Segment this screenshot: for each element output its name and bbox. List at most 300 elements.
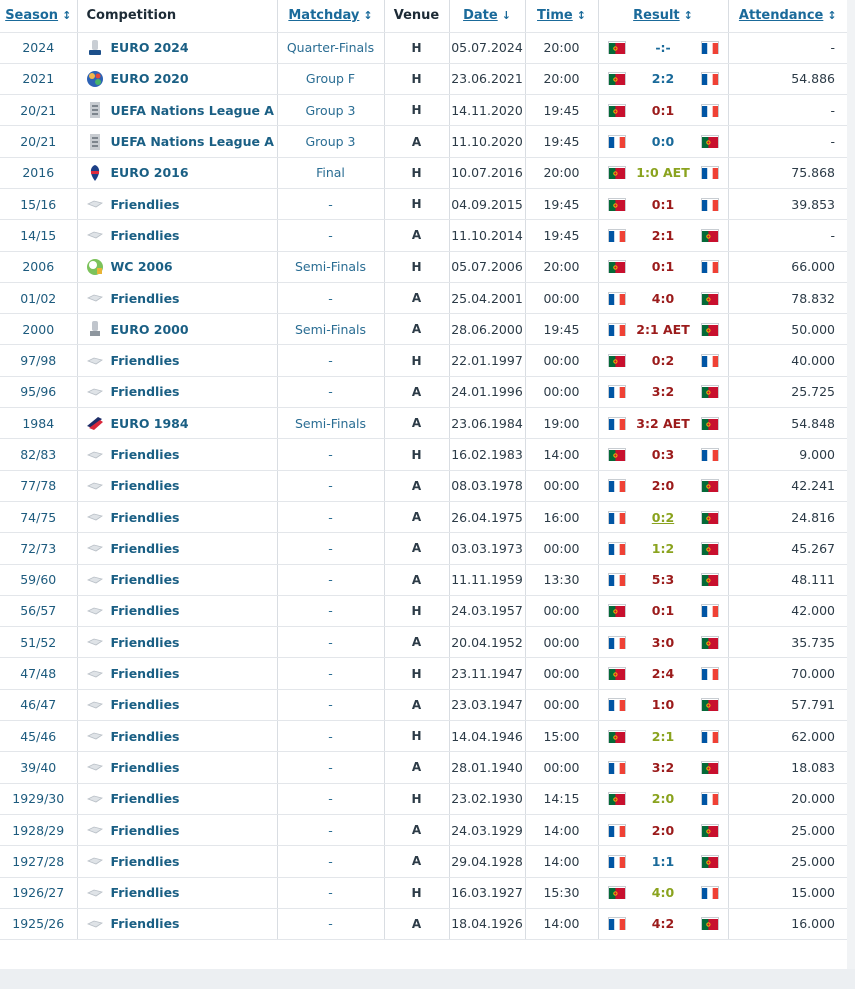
result-cell[interactable] xyxy=(598,282,728,313)
competition-cell[interactable] xyxy=(77,501,277,532)
attendance-cell: 16.000 xyxy=(728,908,847,939)
season-link[interactable]: 01/02 xyxy=(0,282,77,313)
table-row[interactable] xyxy=(0,188,847,219)
competition-cell[interactable] xyxy=(77,470,277,501)
time-cell: 13:30 xyxy=(525,564,598,595)
venue-cell: H xyxy=(384,251,449,282)
france-flag-icon xyxy=(609,918,625,929)
season-link[interactable]: 2006 xyxy=(0,251,77,282)
result-cell[interactable] xyxy=(598,627,728,658)
attendance-cell: 66.000 xyxy=(728,251,847,282)
result-cell[interactable] xyxy=(598,188,728,219)
table-row[interactable] xyxy=(0,376,847,407)
match-score-link[interactable]: 0:3 xyxy=(651,447,675,462)
competition-cell[interactable] xyxy=(77,814,277,845)
time-cell: 00:00 xyxy=(525,752,598,783)
result-cell[interactable] xyxy=(598,814,728,845)
header-result-label: Result xyxy=(633,8,680,24)
season-link[interactable]: 39/40 xyxy=(0,752,77,783)
portugal-flag-icon xyxy=(702,512,718,523)
match-score-link[interactable]: 0:2 xyxy=(651,509,675,525)
matchday-cell: - xyxy=(277,721,384,752)
result-cell[interactable] xyxy=(598,564,728,595)
portugal-flag-icon xyxy=(609,605,625,616)
portugal-flag-icon xyxy=(702,825,718,836)
result-cell[interactable] xyxy=(598,126,728,157)
competition-link[interactable]: WC 2006 xyxy=(110,259,173,275)
matchday-cell[interactable]: Quarter-Finals xyxy=(277,32,384,63)
competition-link[interactable]: UEFA Nations League A xyxy=(110,134,274,150)
season-link[interactable]: 46/47 xyxy=(0,689,77,720)
competition-cell[interactable] xyxy=(77,658,277,689)
competition-cell[interactable] xyxy=(77,877,277,908)
competition-link[interactable]: Friendlies xyxy=(110,509,180,525)
match-score-link[interactable]: -:- xyxy=(655,40,671,56)
result-cell[interactable] xyxy=(598,908,728,939)
result-cell[interactable] xyxy=(598,846,728,877)
france-flag-icon xyxy=(609,574,625,585)
attendance-cell: 42.241 xyxy=(728,470,847,501)
table-row[interactable] xyxy=(0,846,847,877)
matchday-cell: - xyxy=(277,814,384,845)
match-score-link[interactable]: 5:3 xyxy=(651,572,675,588)
friendlies-logo-icon xyxy=(86,727,104,745)
competition-cell[interactable] xyxy=(77,439,277,470)
attendance-cell: - xyxy=(728,95,847,126)
header-competition xyxy=(77,0,277,32)
matchday-cell: - xyxy=(277,752,384,783)
header-season[interactable] xyxy=(0,0,77,32)
competition-cell[interactable] xyxy=(77,564,277,595)
matchday-cell[interactable]: Semi-Finals xyxy=(277,408,384,439)
venue-cell: A xyxy=(384,126,449,157)
header-time[interactable] xyxy=(525,0,598,32)
venue-cell: A xyxy=(384,689,449,720)
venue-cell: A xyxy=(384,470,449,501)
time-cell: 19:45 xyxy=(525,220,598,251)
table-row[interactable] xyxy=(0,220,847,251)
portugal-flag-icon xyxy=(609,355,625,366)
competition-link[interactable]: Friendlies xyxy=(110,634,180,650)
nations-league-logo-icon xyxy=(86,133,104,151)
matchday-cell[interactable]: Final xyxy=(277,157,384,188)
venue-cell: H xyxy=(384,658,449,689)
match-score-link[interactable]: 2:2 xyxy=(651,71,675,87)
competition-link[interactable]: EURO 1984 xyxy=(110,415,189,431)
match-score-link[interactable]: 0:1 xyxy=(651,259,675,275)
competition-link[interactable]: Friendlies xyxy=(110,666,180,682)
matchday-cell: - xyxy=(277,470,384,501)
time-cell: 20:00 xyxy=(525,157,598,188)
table-body xyxy=(0,32,847,940)
competition-link[interactable]: Friendlies xyxy=(110,227,180,243)
table-row[interactable] xyxy=(0,564,847,595)
matchday-cell[interactable]: Semi-Finals xyxy=(277,251,384,282)
france-flag-icon xyxy=(609,324,625,335)
matchday-cell: - xyxy=(277,783,384,814)
competition-link[interactable]: Friendlies xyxy=(110,572,180,588)
venue-cell: A xyxy=(384,408,449,439)
match-score-link[interactable]: 2:0 xyxy=(651,791,675,807)
competition-cell[interactable] xyxy=(77,188,277,219)
competition-link[interactable]: Friendlies xyxy=(110,353,180,369)
season-link[interactable]: 82/83 xyxy=(0,439,77,470)
header-time-label: Time xyxy=(537,8,573,24)
venue-cell: H xyxy=(384,188,449,219)
france-flag-icon xyxy=(702,793,718,804)
header-attendance[interactable] xyxy=(728,0,847,32)
france-flag-icon xyxy=(609,230,625,241)
competition-link[interactable]: Friendlies xyxy=(110,885,180,901)
attendance-cell: 75.868 xyxy=(728,157,847,188)
match-score-link[interactable]: 0:1 xyxy=(651,196,675,212)
attendance-cell: - xyxy=(728,220,847,251)
date-cell: 25.04.2001 xyxy=(449,282,525,313)
matchday-cell: - xyxy=(277,220,384,251)
table-row[interactable] xyxy=(0,439,847,470)
table-row[interactable] xyxy=(0,752,847,783)
competition-cell[interactable] xyxy=(77,157,277,188)
table-row[interactable] xyxy=(0,126,847,157)
season-link[interactable]: 95/96 xyxy=(0,376,77,407)
result-cell[interactable] xyxy=(598,408,728,439)
result-cell[interactable] xyxy=(598,157,728,188)
competition-link[interactable]: Friendlies xyxy=(110,290,180,306)
competition-cell[interactable] xyxy=(77,32,277,63)
result-cell[interactable] xyxy=(598,595,728,626)
france-flag-icon xyxy=(702,261,718,272)
competition-cell[interactable] xyxy=(77,408,277,439)
table-header-row xyxy=(0,0,847,32)
competition-cell[interactable] xyxy=(77,251,277,282)
matchday-cell[interactable]: Group F xyxy=(277,63,384,94)
table-row[interactable] xyxy=(0,470,847,501)
result-cell[interactable] xyxy=(598,314,728,345)
portugal-flag-icon xyxy=(609,105,625,116)
match-score-link[interactable]: 1:0 AET xyxy=(636,165,690,181)
table-row[interactable] xyxy=(0,908,847,939)
attendance-cell: 70.000 xyxy=(728,658,847,689)
date-cell: 24.03.1929 xyxy=(449,814,525,845)
competition-link[interactable]: Friendlies xyxy=(110,478,180,494)
table-row[interactable] xyxy=(0,721,847,752)
vertical-scrollbar[interactable] xyxy=(847,0,855,989)
competition-cell[interactable] xyxy=(77,908,277,939)
match-score-link[interactable]: 2:1 xyxy=(651,227,675,243)
result-cell[interactable] xyxy=(598,95,728,126)
matchday-cell[interactable]: Semi-Finals xyxy=(277,314,384,345)
season-link[interactable]: 2000 xyxy=(0,314,77,345)
result-cell[interactable] xyxy=(598,251,728,282)
friendlies-logo-icon xyxy=(86,383,104,401)
sort-desc-icon: ↓ xyxy=(501,9,511,23)
venue-cell: H xyxy=(384,32,449,63)
competition-cell[interactable] xyxy=(77,126,277,157)
friendlies-logo-icon xyxy=(86,821,104,839)
season-link[interactable]: 51/52 xyxy=(0,627,77,658)
match-score-link[interactable]: 4:2 xyxy=(651,916,675,932)
competition-link[interactable]: EURO 2000 xyxy=(110,321,189,337)
result-cell[interactable] xyxy=(598,533,728,564)
match-score-link[interactable]: 3:2 xyxy=(651,384,675,400)
competition-cell[interactable] xyxy=(77,314,277,345)
competition-link[interactable]: UEFA Nations League A xyxy=(110,102,274,118)
season-link[interactable]: 1984 xyxy=(0,408,77,439)
competition-cell[interactable] xyxy=(77,95,277,126)
matchday-cell: - xyxy=(277,658,384,689)
table-row[interactable] xyxy=(0,32,847,63)
result-cell[interactable] xyxy=(598,658,728,689)
competition-link[interactable]: EURO 2016 xyxy=(110,165,189,181)
competition-cell[interactable] xyxy=(77,783,277,814)
result-cell[interactable] xyxy=(598,32,728,63)
result-cell[interactable] xyxy=(598,689,728,720)
sort-icon: ↕ xyxy=(576,9,586,23)
match-score-link[interactable]: 2:1 xyxy=(651,728,675,744)
season-link[interactable]: 45/46 xyxy=(0,721,77,752)
table-row[interactable] xyxy=(0,658,847,689)
match-score-link[interactable]: 3:2 xyxy=(651,759,675,775)
match-score-link[interactable]: 0:1 xyxy=(651,102,675,118)
competition-cell[interactable] xyxy=(77,282,277,313)
attendance-cell: - xyxy=(728,126,847,157)
date-cell: 23.03.1947 xyxy=(449,689,525,720)
venue-cell: H xyxy=(384,345,449,376)
venue-cell: H xyxy=(384,877,449,908)
competition-link[interactable]: Friendlies xyxy=(110,791,180,807)
result-cell[interactable] xyxy=(598,376,728,407)
table-row[interactable] xyxy=(0,157,847,188)
match-score-link[interactable]: 1:0 xyxy=(651,697,675,713)
matchday-cell: - xyxy=(277,376,384,407)
date-cell: 29.04.1928 xyxy=(449,846,525,877)
date-cell: 23.06.2021 xyxy=(449,63,525,94)
euro-2024-logo-icon xyxy=(86,39,104,57)
portugal-flag-icon xyxy=(609,887,625,898)
portugal-flag-icon xyxy=(609,199,625,210)
competition-link[interactable]: Friendlies xyxy=(110,759,180,775)
venue-cell: A xyxy=(384,908,449,939)
season-link[interactable]: 2021 xyxy=(0,63,77,94)
table-row[interactable] xyxy=(0,877,847,908)
competition-cell[interactable] xyxy=(77,345,277,376)
portugal-flag-icon xyxy=(609,167,625,178)
result-cell[interactable] xyxy=(598,501,728,532)
table-row[interactable] xyxy=(0,533,847,564)
time-cell: 20:00 xyxy=(525,32,598,63)
competition-link[interactable]: Friendlies xyxy=(110,196,180,212)
header-result[interactable] xyxy=(598,0,728,32)
competition-link[interactable]: Friendlies xyxy=(110,384,180,400)
time-cell: 20:00 xyxy=(525,63,598,94)
result-cell[interactable] xyxy=(598,721,728,752)
attendance-cell: 25.725 xyxy=(728,376,847,407)
date-cell: 03.03.1973 xyxy=(449,533,525,564)
season-link[interactable]: 15/16 xyxy=(0,188,77,219)
season-link[interactable]: 1928/29 xyxy=(0,814,77,845)
match-score-link[interactable]: 2:1 AET xyxy=(636,321,690,337)
competition-cell[interactable] xyxy=(77,721,277,752)
season-link[interactable]: 47/48 xyxy=(0,658,77,689)
match-score-link[interactable]: 0:2 xyxy=(651,353,675,369)
match-score-link[interactable]: 2:0 xyxy=(651,822,675,838)
time-cell: 00:00 xyxy=(525,470,598,501)
season-link[interactable]: 56/57 xyxy=(0,595,77,626)
portugal-flag-icon xyxy=(702,418,718,429)
portugal-flag-icon xyxy=(609,793,625,804)
table-row[interactable] xyxy=(0,95,847,126)
competition-link[interactable]: Friendlies xyxy=(110,447,180,462)
season-link[interactable]: 74/75 xyxy=(0,501,77,532)
time-cell: 14:15 xyxy=(525,783,598,814)
season-link[interactable]: 59/60 xyxy=(0,564,77,595)
date-cell: 23.06.1984 xyxy=(449,408,525,439)
result-cell[interactable] xyxy=(598,63,728,94)
friendlies-logo-icon xyxy=(86,915,104,933)
competition-cell[interactable] xyxy=(77,627,277,658)
season-link[interactable]: 77/78 xyxy=(0,470,77,501)
table-row[interactable] xyxy=(0,501,847,532)
result-cell[interactable] xyxy=(598,877,728,908)
result-cell[interactable] xyxy=(598,345,728,376)
competition-cell[interactable] xyxy=(77,595,277,626)
season-link[interactable]: 20/21 xyxy=(0,126,77,157)
competition-cell[interactable] xyxy=(77,533,277,564)
season-link[interactable]: 2016 xyxy=(0,157,77,188)
time-cell: 19:45 xyxy=(525,126,598,157)
france-flag-icon xyxy=(702,887,718,898)
table-row[interactable] xyxy=(0,345,847,376)
portugal-flag-icon xyxy=(702,386,718,397)
matchday-cell: - xyxy=(277,439,384,470)
date-cell: 05.07.2024 xyxy=(449,32,525,63)
time-cell: 19:00 xyxy=(525,408,598,439)
season-link[interactable]: 1929/30 xyxy=(0,783,77,814)
competition-cell[interactable] xyxy=(77,63,277,94)
france-flag-icon xyxy=(702,105,718,116)
attendance-cell: 9.000 xyxy=(728,439,847,470)
competition-cell[interactable] xyxy=(77,376,277,407)
competition-link[interactable]: Friendlies xyxy=(110,603,180,619)
table-row[interactable] xyxy=(0,408,847,439)
table-row[interactable] xyxy=(0,282,847,313)
season-link[interactable]: 1927/28 xyxy=(0,846,77,877)
time-cell: 00:00 xyxy=(525,282,598,313)
competition-link[interactable]: Friendlies xyxy=(110,697,180,713)
matchday-cell: - xyxy=(277,345,384,376)
season-link[interactable]: 1926/27 xyxy=(0,877,77,908)
venue-cell: H xyxy=(384,721,449,752)
attendance-cell: 54.886 xyxy=(728,63,847,94)
match-score-link[interactable]: 2:0 xyxy=(651,478,675,494)
match-score-link[interactable]: 0:1 xyxy=(651,603,675,619)
competition-cell[interactable] xyxy=(77,220,277,251)
nations-league-logo-icon xyxy=(86,101,104,119)
match-score-link[interactable]: 4:0 xyxy=(651,885,675,901)
france-flag-icon xyxy=(702,42,718,53)
competition-link[interactable]: Friendlies xyxy=(110,853,180,869)
sort-icon: ↕ xyxy=(827,9,837,23)
france-flag-icon xyxy=(609,512,625,523)
table-row[interactable] xyxy=(0,627,847,658)
table-row[interactable] xyxy=(0,783,847,814)
table-row[interactable] xyxy=(0,63,847,94)
france-flag-icon xyxy=(609,543,625,554)
table-row[interactable] xyxy=(0,689,847,720)
france-flag-icon xyxy=(609,699,625,710)
portugal-flag-icon xyxy=(702,543,718,554)
season-link[interactable]: 14/15 xyxy=(0,220,77,251)
friendlies-logo-icon xyxy=(86,884,104,902)
matchday-cell[interactable]: Group 3 xyxy=(277,126,384,157)
time-cell: 20:00 xyxy=(525,251,598,282)
horizontal-scrollbar[interactable] xyxy=(0,969,855,989)
time-cell: 14:00 xyxy=(525,814,598,845)
header-date[interactable] xyxy=(449,0,525,32)
season-link[interactable]: 1925/26 xyxy=(0,908,77,939)
date-cell: 20.04.1952 xyxy=(449,627,525,658)
table-row[interactable] xyxy=(0,314,847,345)
header-date-label: Date xyxy=(463,8,498,24)
competition-cell[interactable] xyxy=(77,846,277,877)
season-link[interactable]: 2024 xyxy=(0,32,77,63)
season-link[interactable]: 97/98 xyxy=(0,345,77,376)
france-flag-icon xyxy=(702,668,718,679)
competition-cell[interactable] xyxy=(77,752,277,783)
match-score-link[interactable]: 1:1 xyxy=(651,853,675,869)
venue-cell: A xyxy=(384,376,449,407)
match-score-link[interactable]: 4:0 xyxy=(651,290,675,306)
date-cell: 18.04.1926 xyxy=(449,908,525,939)
match-score-link[interactable]: 2:4 xyxy=(651,666,675,682)
venue-cell: H xyxy=(384,439,449,470)
competition-cell[interactable] xyxy=(77,689,277,720)
result-cell[interactable] xyxy=(598,752,728,783)
time-cell: 00:00 xyxy=(525,533,598,564)
result-cell[interactable] xyxy=(598,439,728,470)
season-link[interactable]: 20/21 xyxy=(0,95,77,126)
table-row[interactable] xyxy=(0,595,847,626)
date-cell: 10.07.2016 xyxy=(449,157,525,188)
date-cell: 28.06.2000 xyxy=(449,314,525,345)
attendance-cell: 62.000 xyxy=(728,721,847,752)
competition-link[interactable]: EURO 2020 xyxy=(110,71,189,87)
competition-link[interactable]: Friendlies xyxy=(110,540,180,556)
matchday-cell[interactable]: Group 3 xyxy=(277,95,384,126)
header-matchday[interactable] xyxy=(277,0,384,32)
match-score-link[interactable]: 3:2 AET xyxy=(636,415,690,431)
header-venue xyxy=(384,0,449,32)
competition-link[interactable]: Friendlies xyxy=(110,916,180,932)
portugal-flag-icon xyxy=(609,73,625,84)
date-cell: 24.03.1957 xyxy=(449,595,525,626)
portugal-flag-icon xyxy=(702,699,718,710)
venue-cell: A xyxy=(384,846,449,877)
match-score-link[interactable]: 0:0 xyxy=(651,134,675,150)
result-cell[interactable] xyxy=(598,470,728,501)
result-cell[interactable] xyxy=(598,220,728,251)
competition-link[interactable]: Friendlies xyxy=(110,728,180,744)
competition-link[interactable]: EURO 2024 xyxy=(110,40,189,56)
match-score-link[interactable]: 1:2 xyxy=(651,540,675,556)
season-link[interactable]: 72/73 xyxy=(0,533,77,564)
result-cell[interactable] xyxy=(598,783,728,814)
competition-link[interactable]: Friendlies xyxy=(110,822,180,838)
table-row[interactable] xyxy=(0,251,847,282)
attendance-cell: 39.853 xyxy=(728,188,847,219)
match-score-link[interactable]: 3:0 xyxy=(651,634,675,650)
table-row[interactable] xyxy=(0,814,847,845)
